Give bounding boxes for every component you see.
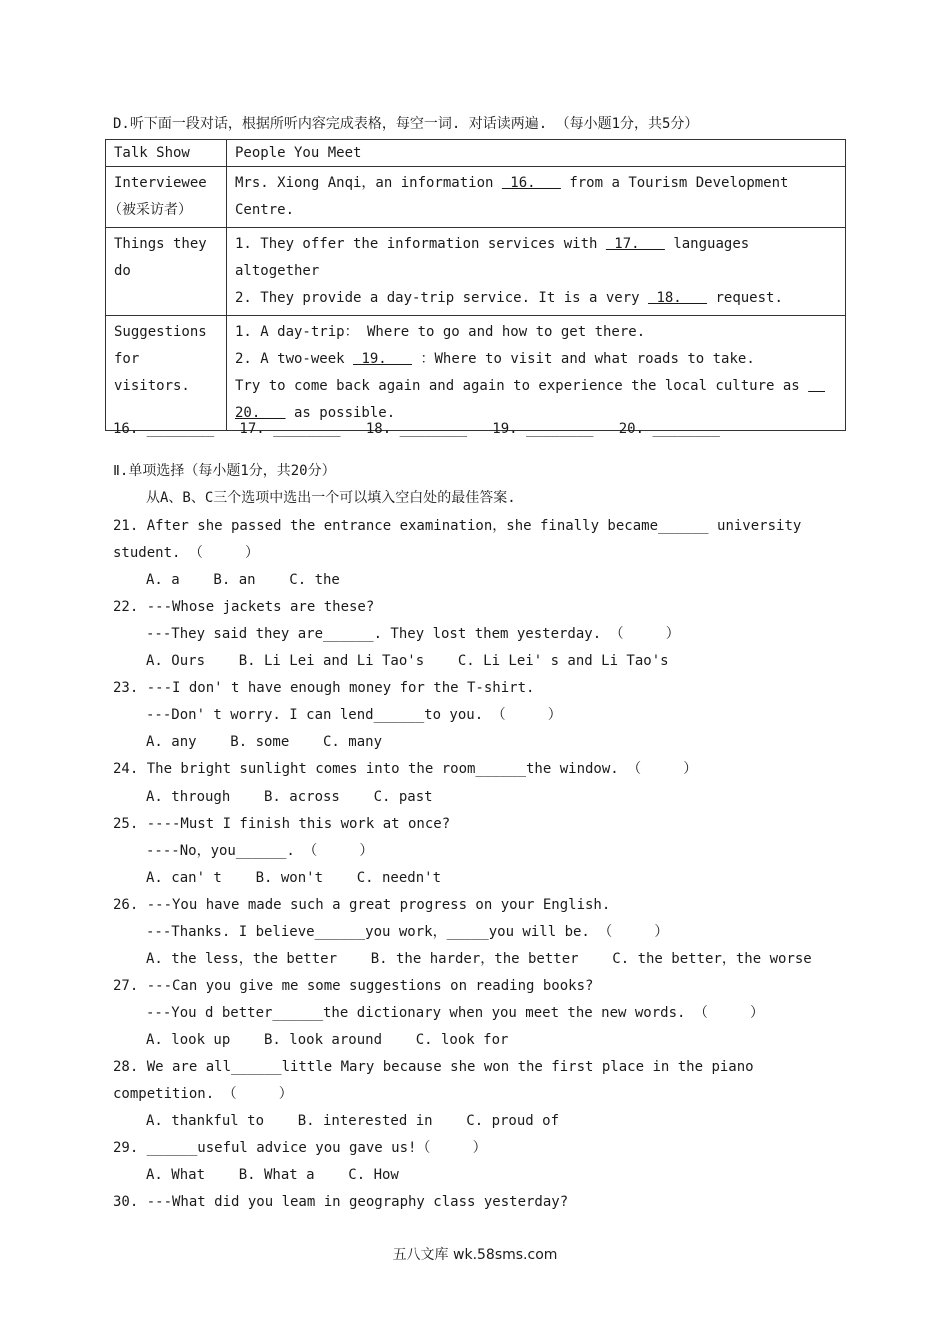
- table-row-things: [106, 228, 846, 316]
- row-label-interviewee: [106, 167, 227, 228]
- answer-options[interactable]: A. thankful to B. interested in C. proud of: [146, 1113, 560, 1129]
- question-line: 26. ---You have made such a great progress on your English.: [113, 897, 611, 913]
- answer-options[interactable]: A. Ours B. Li Lei and Li Tao's C. Li Lei' s and Li Tao's: [146, 653, 669, 669]
- table-row-interviewee: [106, 167, 846, 228]
- question-line: 25. ----Must I finish this work at once?: [113, 816, 451, 832]
- answer-options[interactable]: A. through B. across C. past: [146, 789, 433, 805]
- row-content-things: [227, 228, 846, 316]
- answer-blanks-row[interactable]: 16. ________ 17. ________ 18. ________ 19. ________ 20. ________: [113, 421, 720, 437]
- blank-17[interactable]: 17.: [605, 236, 665, 252]
- row-label-things: Things they do: [106, 228, 227, 316]
- question-line: student. （ ）: [113, 545, 260, 561]
- row1-text-a: Mrs. Xiong Anqi，an information: [235, 175, 502, 191]
- row3-text-a: 1. A day-trip： Where to go and how to get there.: [235, 324, 646, 340]
- blank-18[interactable]: 18.: [648, 290, 708, 306]
- question-line: 22. ---Whose jackets are these?: [113, 599, 375, 615]
- question-line: 24. The bright sunlight comes into the room______the window. （ ）: [113, 761, 698, 777]
- section-d-title: D.听下面一段对话，根据所听内容完成表格，每空一词. 对话读两遍. （每小题1分，共5分）: [113, 116, 699, 132]
- row2-text-c: altogether: [235, 263, 320, 279]
- header-people-you-meet: People You Meet: [227, 140, 846, 167]
- answer-options[interactable]: A. What B. What a C. How: [146, 1167, 399, 1183]
- answer-options[interactable]: A. the less，the better B. the harder，the better C. the better，the worse: [146, 951, 812, 967]
- question-line: 29. ______useful advice you gave us!（ ）: [113, 1140, 487, 1156]
- question-line: ---You d better______the dictionary when you meet the new words. （ ）: [146, 1005, 765, 1021]
- header-talk-show: Talk Show: [106, 140, 227, 167]
- row-label-suggestions: Suggestions for visitors.: [106, 316, 227, 431]
- answer-options[interactable]: A. any B. some C. many: [146, 734, 383, 750]
- row2-text-d: 2. They provide a day-trip service. It is a very: [235, 290, 649, 306]
- row2-text-e: request.: [707, 290, 783, 306]
- answer-options[interactable]: A. can' t B. won't C. needn't: [146, 870, 442, 886]
- question-line: ---Thanks. I believe______you work，_____you will be. （ ）: [146, 924, 669, 940]
- question-line: 28. We are all______little Mary because she won the first place in the piano: [113, 1059, 754, 1075]
- question-line: ---Don' t worry. I can lend______to you. （ ）: [146, 707, 562, 723]
- section-2-title: Ⅱ.单项选择（每小题1分，共20分）: [113, 463, 336, 479]
- answer-options[interactable]: A. a B. an C. the: [146, 572, 340, 588]
- row-content-interviewee: [227, 167, 846, 228]
- blank-20-start[interactable]: [808, 378, 825, 394]
- talk-show-table: [105, 139, 846, 431]
- row1-text-b: from a Tourism Development: [560, 175, 789, 191]
- interviewee-label: Interviewee: [114, 175, 207, 191]
- footer-watermark: 五八文库 wk.58sms.com: [392, 1247, 558, 1263]
- row1-text-c: Centre.: [235, 202, 295, 218]
- row-content-suggestions: [227, 316, 846, 431]
- question-line: 27. ---Can you give me some suggestions on reading books?: [113, 978, 594, 994]
- question-line: ---They said they are______. They lost them yesterday. （ ）: [146, 626, 680, 642]
- answer-options[interactable]: A. look up B. look around C. look for: [146, 1032, 509, 1048]
- row3-text-b: 2. A two-week: [235, 351, 354, 367]
- question-line: 23. ---I don' t have enough money for the T-shirt.: [113, 680, 535, 696]
- section-2-instruction: 从A、B、C三个选项中选出一个可以填入空白处的最佳答案.: [146, 490, 516, 506]
- question-line: competition. （ ）: [113, 1086, 293, 1102]
- question-line: 30. ---What did you leam in geography class yesterday?: [113, 1194, 569, 1210]
- row2-text-a: 1. They offer the information services with: [235, 236, 606, 252]
- table-row-suggestions: [106, 316, 846, 431]
- blank-16[interactable]: 16.: [501, 175, 561, 191]
- row3-text-d: Try to come back again and again to experience the local culture as: [235, 378, 809, 394]
- blank-20[interactable]: 20.: [235, 405, 286, 421]
- interviewee-label-cn: （被采访者）: [108, 202, 192, 218]
- row3-text-c: ：Where to visit and what roads to take.: [412, 351, 755, 367]
- question-line: 21. After she passed the entrance examination，she finally became______ university: [113, 518, 802, 534]
- table-header-row: [106, 140, 846, 167]
- row2-text-b: languages: [664, 236, 750, 252]
- row3-text-e: as possible.: [285, 405, 396, 421]
- blank-19[interactable]: 19.: [353, 351, 413, 367]
- question-line: ----No，you______. （ ）: [146, 843, 374, 859]
